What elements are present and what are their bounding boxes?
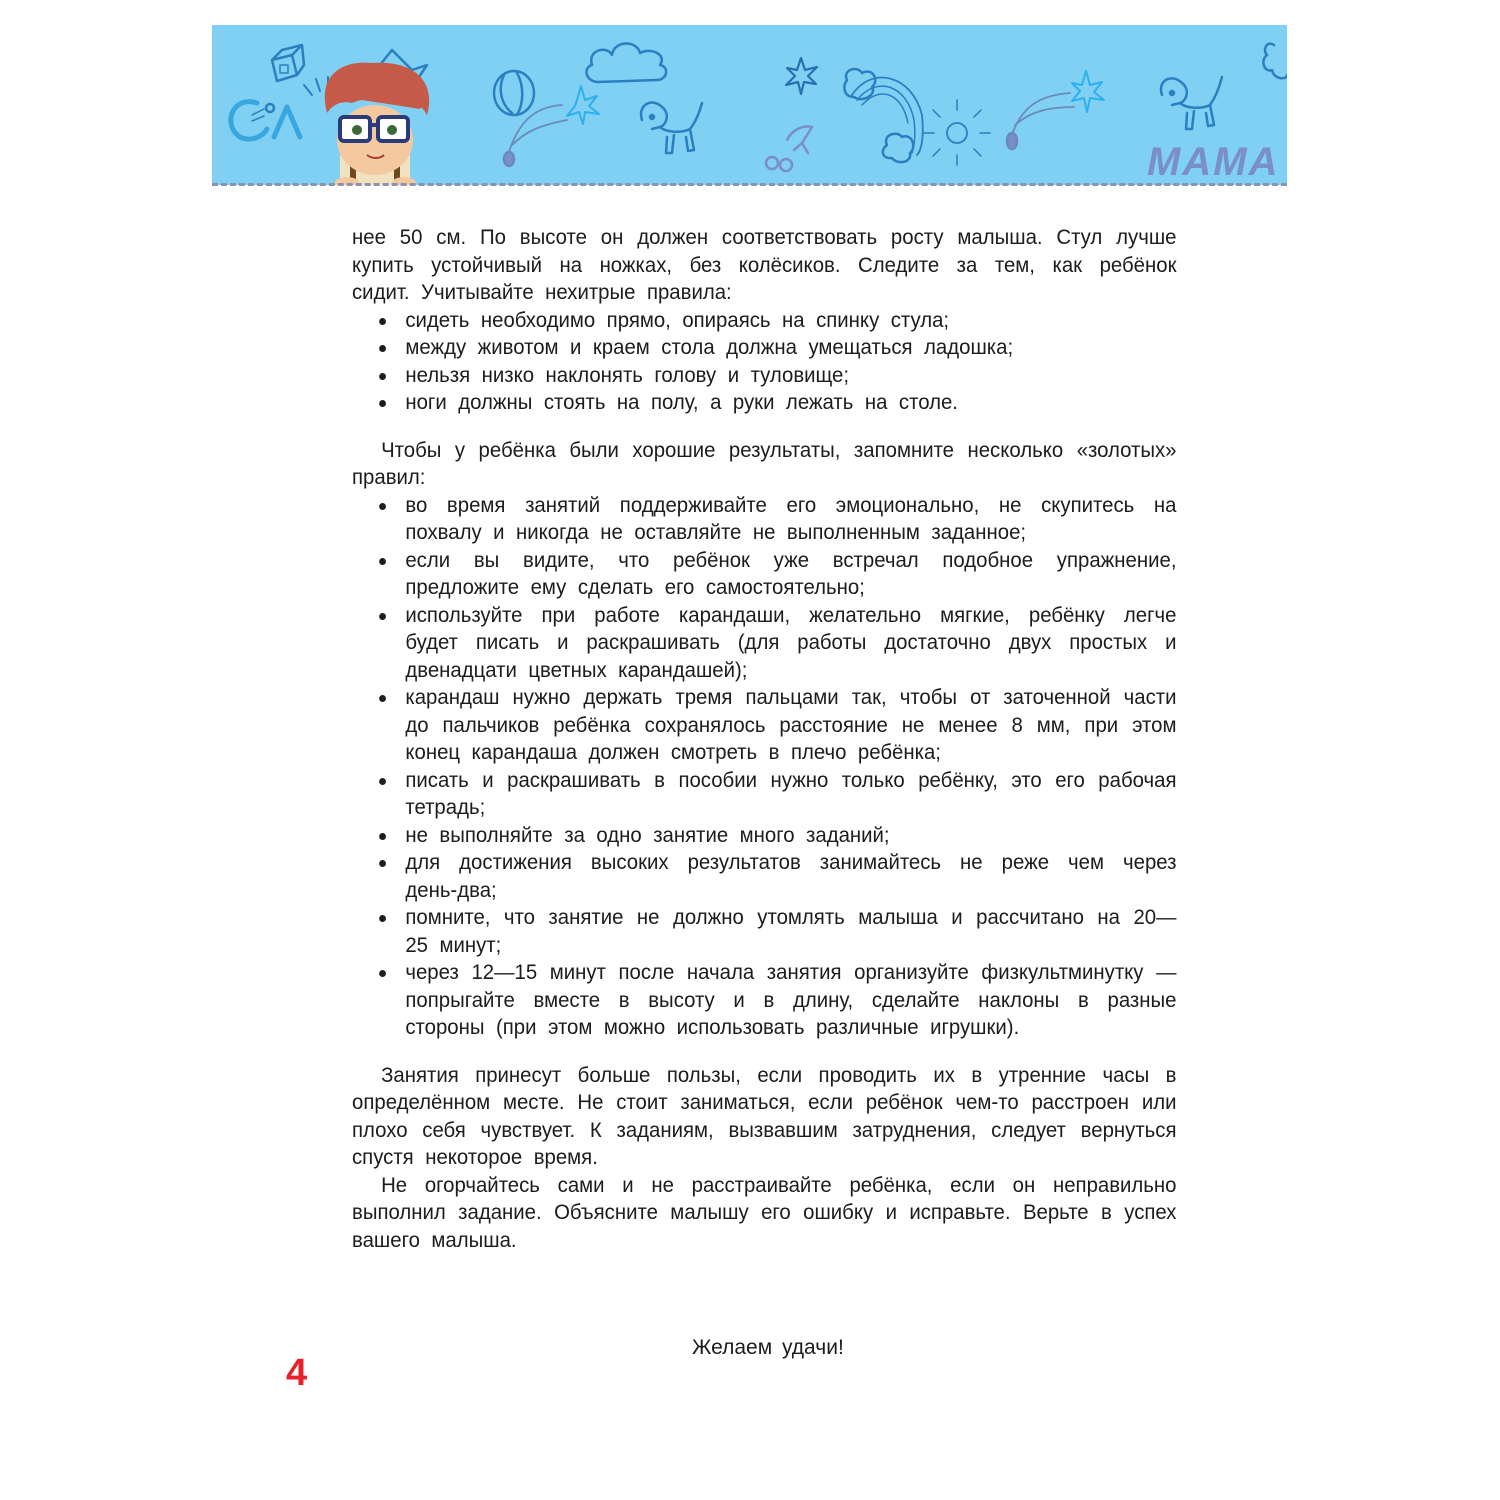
bullet-icon [379, 613, 386, 620]
bullet-icon [379, 558, 386, 565]
bullet-icon [379, 833, 386, 840]
svg-text:МАМА: МАМА [1147, 140, 1280, 184]
bullet-icon [379, 860, 386, 867]
page-number: 4 [286, 1352, 308, 1394]
list-item: не выполняйте за одно занятие много заданий; [352, 822, 1177, 850]
bullet-icon [379, 373, 386, 380]
morning-paragraph: Занятия принесут больше пользы, если проводить их в утренние часы в определённом месте. Не стоит заниматься, если ребёнок чем-то расстроен или плохо себя чувствует. К заданиям, вызвавшим затруднения, следует вернуться спустя некоторое время. [352, 1063, 1177, 1169]
list-item: сидеть необходимо прямо, опираясь на спинку стула; [352, 307, 1177, 335]
list-item: нельзя низко наклонять голову и туловище; [352, 362, 1177, 390]
bullet-icon [379, 318, 386, 325]
closing-wish: Желаем удачи! [692, 1336, 844, 1359]
list-item: писать и раскрашивать в пособии нужно только ребёнку, это его рабочая тетрадь; [352, 767, 1177, 822]
bullet-icon [379, 970, 386, 977]
golden-rules-intro: Чтобы у ребёнка были хорошие результаты, запомните несколько «золотых» правил: [352, 438, 1177, 489]
list-item: во время занятий поддерживайте его эмоционально, не скупитесь на похвалу и никогда не оставляйте не выполненным заданное; [352, 492, 1177, 547]
golden-rules-list [352, 492, 1177, 1042]
header-banner [212, 25, 1287, 185]
bullet-icon [379, 778, 386, 785]
bullet-icon [379, 503, 386, 510]
list-item: помните, что занятие не должно утомлять малыша и рассчитано на 20—25 минут; [352, 904, 1177, 959]
list-item: ноги должны стоять на полу, а руки лежать на столе. [352, 389, 1177, 417]
list-item: между животом и краем стола должна умещаться ладошка; [352, 334, 1177, 362]
list-item: карандаш нужно держать тремя пальцами так, чтобы от заточенной части до пальчиков ребёнка сохранялось расстояние не менее 8 мм, при этом конец карандаша должен смотреть в плечо ребёнка; [352, 684, 1177, 767]
posture-rules-list [352, 307, 1177, 417]
list-item: для достижения высоких результатов занимайтесь не реже чем через день-два; [352, 849, 1177, 904]
document-body [352, 224, 1177, 1254]
list-item: если вы видите, что ребёнок уже встречал подобное упражнение, предложите ему сделать его самостоятельно; [352, 547, 1177, 602]
bullet-icon [379, 915, 386, 922]
list-item: через 12—15 минут после начала занятия организуйте физкультминутку — попрыгайте вместе в высоту и в длину, сделайте наклоны в разные стороны (при этом можно использовать различные игрушки). [352, 959, 1177, 1042]
bullet-icon [379, 695, 386, 702]
bullet-icon [379, 345, 386, 352]
boy-character-icon [325, 63, 429, 185]
banner-divider [212, 183, 1287, 186]
intro-paragraph: нее 50 см. По высоте он должен соответствовать росту малыша. Стул лучше купить устойчивый на ножках, без колёсиков. Следите за тем, как ребёнок сидит. Учитывайте нехитрые правила: [352, 226, 1177, 304]
bullet-icon [379, 400, 386, 407]
encourage-paragraph: Не огорчайтесь сами и не расстраивайте ребёнка, если он неправильно выполнил задание. Объясните малышу его ошибку и исправьте. Верьте в успех вашего малыша. [352, 1173, 1177, 1252]
list-item: используйте при работе карандаши, желательно мягкие, ребёнку легче будет писать и раскрашивать (для работы достаточно двух простых и двенадцати цветных карандашей); [352, 602, 1177, 685]
banner-doodles-icon [212, 25, 1287, 185]
